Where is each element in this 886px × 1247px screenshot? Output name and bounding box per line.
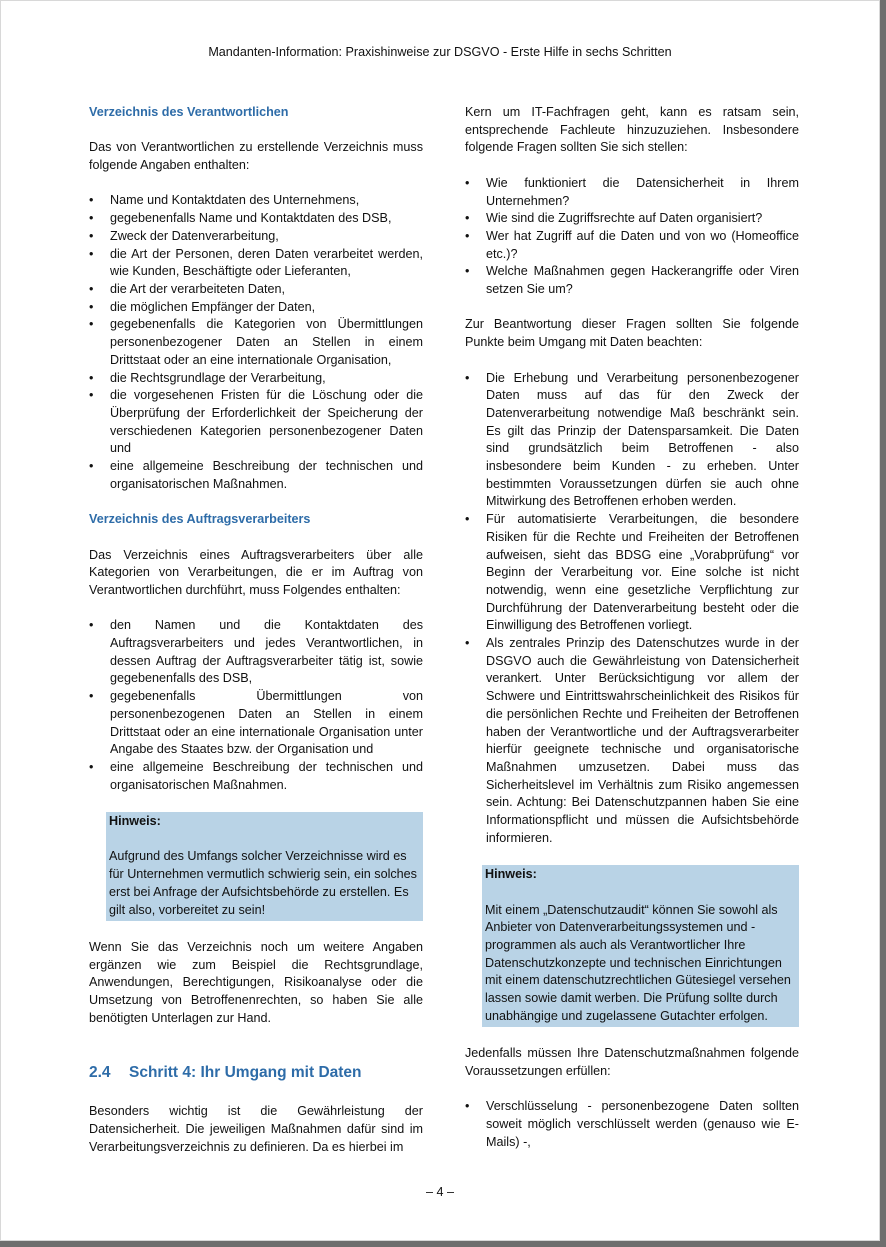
list-item: • Wer hat Zugriff auf die Daten und von wo (Homeoffice etc.)?	[465, 228, 799, 263]
list-item: • Die Erhebung und Verarbeitung personenbezogener Daten muss auf das für den Zweck der Datenverarbeitung notwendige Maß beschränkt sein. Es gilt das Prinzip der Datensparsamkeit. Die Daten sind grundsätzlich beim Betroffenen - also insbesondere beim Kunden - zu erheben. Unter bestimmten Voraussetzungen dürfen sie auch ohne Mitwirkung des Betroffenen erhoben werden.	[465, 370, 799, 512]
list-item: • Zweck der Datenverarbeitung,	[89, 228, 423, 246]
list-item: • Für automatisierte Verarbeitungen, die besondere Risiken für die Rechte und Freiheiten der Betroffenen aufweisen, sieht das BDSG eine „Vorabprüfung“ vor Beginn der Verarbeitung vor. Eine solche ist nicht notwendig, wenn eine gesetzliche Verpflichtung zur Durchführung der Datenverarbeitung besteht oder die Einwilligung des Betroffenen vorliegt.	[465, 511, 799, 635]
section-intro: Das Verzeichnis eines Auftragsverarbeiters über alle Kategorien von Verarbeitungen, die er im Auftrag von Verantwortlichen durchführt, muss Folgendes enthalten:	[89, 547, 423, 597]
bullet-list-auftragsverarbeiter	[89, 617, 423, 794]
list-item: • Welche Maßnahmen gegen Hackerangriffe oder Viren setzen Sie um?	[465, 263, 799, 298]
bullet-list-points	[465, 370, 799, 848]
list-item: • gegebenenfalls Name und Kontaktdaten des DSB,	[89, 210, 423, 228]
list-item: • eine allgemeine Beschreibung der technischen und organisatorischen Maßnahmen.	[89, 759, 423, 794]
list-item: • eine allgemeine Beschreibung der technischen und organisatorischen Maßnahmen.	[89, 458, 423, 493]
list-item: • Name und Kontaktdaten des Unternehmens,	[89, 192, 423, 210]
hint-box	[106, 812, 423, 921]
hint-title: Hinweis:	[109, 814, 161, 829]
page-header: Mandanten-Information: Praxishinweise zur DSGVO - Erste Hilfe in sechs Schritten	[208, 45, 672, 59]
section-intro: Das von Verantwortlichen zu erstellende Verzeichnis muss folgende Angaben enthalten:	[89, 140, 423, 173]
list-item: • Wie funktioniert die Datensicherheit in Ihrem Unternehmen?	[465, 175, 799, 210]
chapter-heading	[89, 1061, 423, 1085]
section-heading-verantwortlicher: Verzeichnis des Verantwortlichen	[89, 105, 289, 119]
hint-text: Mit einem „Datenschutzaudit“ können Sie sowohl als Anbieter von Datenverarbeitungssystemen und -programmen als auch als Verantwortlicher Ihre Datenschutzkonzepte und technischen Einrichtungen mit einem datenschutzrechtlichen Gütesiegel versehen lassen sowie damit werben. Die Prüfung sollte durch unabhängige und zugelassene Gutachter erfolgen.	[485, 902, 791, 1023]
chapter-number: 2.4	[89, 1064, 111, 1082]
left-column	[89, 104, 423, 1174]
paragraph: Kern um IT-Fachfragen geht, kann es ratsam sein, entsprechende Fachleute hinzuzuziehen. Insbesondere folgende Fragen sollten Sie sich stellen:	[465, 105, 799, 155]
list-item: • die Art der verarbeiteten Daten,	[89, 281, 423, 299]
list-item: • den Namen und die Kontaktdaten des Auftragsverarbeiters und jedes Verantwortlichen, in dessen Auftrag der Auftragsverarbeiter tätig ist, sowie gegebenenfalls des DSB,	[89, 617, 423, 688]
bullet-list-verantwortlicher	[89, 192, 423, 493]
list-item: • die möglichen Empfänger der Daten,	[89, 299, 423, 317]
section-heading-auftragsverarbeiter: Verzeichnis des Auftragsverarbeiters	[89, 512, 311, 527]
list-item: • die Art der Personen, deren Daten verarbeitet werden, wie Kunden, Beschäftigte oder Lieferanten,	[89, 246, 423, 281]
paragraph: Besonders wichtig ist die Gewährleistung der Datensicherheit. Die jeweiligen Maßnahmen dafür sind im Verarbeitungsverzeichnis zu definieren. Da es hierbei im	[89, 1104, 423, 1154]
hint-box	[482, 865, 799, 1027]
list-item: • gegebenenfalls die Kategorien von Übermittlungen personenbezogener Daten an Stellen in einem Drittstaat oder an eine internationale Organisation,	[89, 316, 423, 369]
list-item: • die Rechtsgrundlage der Verarbeitung,	[89, 370, 423, 388]
paragraph: Jedenfalls müssen Ihre Datenschutzmaßnahmen folgende Voraussetzungen erfüllen:	[465, 1046, 799, 1078]
list-item: • gegebenenfalls Übermittlungen von personenbezogenen Daten an Stellen in einem Drittstaat oder an eine internationale Organisation unter Angabe des Staates bzw. der Organisation und	[89, 688, 423, 759]
hint-text: Aufgrund des Umfangs solcher Verzeichnisse wird es für Unternehmen vermutlich schwierig sein, ein solches erst bei Anfrage der Aufsichtsbehörde zu erstellen. Es gilt also, vorbereitet zu sein!	[109, 849, 417, 917]
paragraph: Wenn Sie das Verzeichnis noch um weitere Angaben ergänzen wie zum Beispiel die Rechtsgrundlage, Anwendungen, Berechtigungen, Risikoanalyse oder die Umsetzung von Betroffenenrechten, so haben Sie alle benötigten Unterlagen zur Hand.	[89, 939, 423, 1025]
list-item: • Als zentrales Prinzip des Datenschutzes wurde in der DSGVO auch die Gewährleistung von Datensicherheit verankert. Unter Berücksichtigung vor allem der Schwere und Eintrittswahrscheinlichkeit des Risikos für die persönlichen Rechte und Freiheiten der Betroffenen haben der Verantwortliche und der Auftragsverarbeiter hierfür geeignete technische und organisatorische Maßnahmen umzusetzen. Dabei muss das Sicherheitslevel im Verhältnis zum Risiko angemessen sein. Achtung: Bei Datenschutzpannen haben Sie eine Informationspflicht und müssen die Aufsichtsbehörde informieren.	[465, 635, 799, 847]
list-item: • Verschlüsselung - personenbezogene Daten sollten soweit möglich verschlüsselt werden (genauso wie E-Mails) -,	[465, 1098, 799, 1151]
page-number: – 4 –	[425, 1185, 454, 1199]
list-item: • die vorgesehenen Fristen für die Löschung oder die Überprüfung der Erforderlichkeit der Speicherung der verschiedenen Kategorien personenbezogener Daten und	[89, 387, 423, 458]
bullet-list-questions	[465, 175, 799, 299]
bullet-list-requirements	[465, 1098, 799, 1151]
right-column	[465, 104, 799, 1169]
hint-title: Hinweis:	[485, 867, 537, 882]
paragraph: Zur Beantwortung dieser Fragen sollten Sie folgende Punkte beim Umgang mit Daten beachten:	[465, 317, 799, 350]
chapter-title: Schritt 4: Ihr Umgang mit Daten	[129, 1064, 362, 1082]
list-item: • Wie sind die Zugriffsrechte auf Daten organisiert?	[465, 210, 799, 228]
